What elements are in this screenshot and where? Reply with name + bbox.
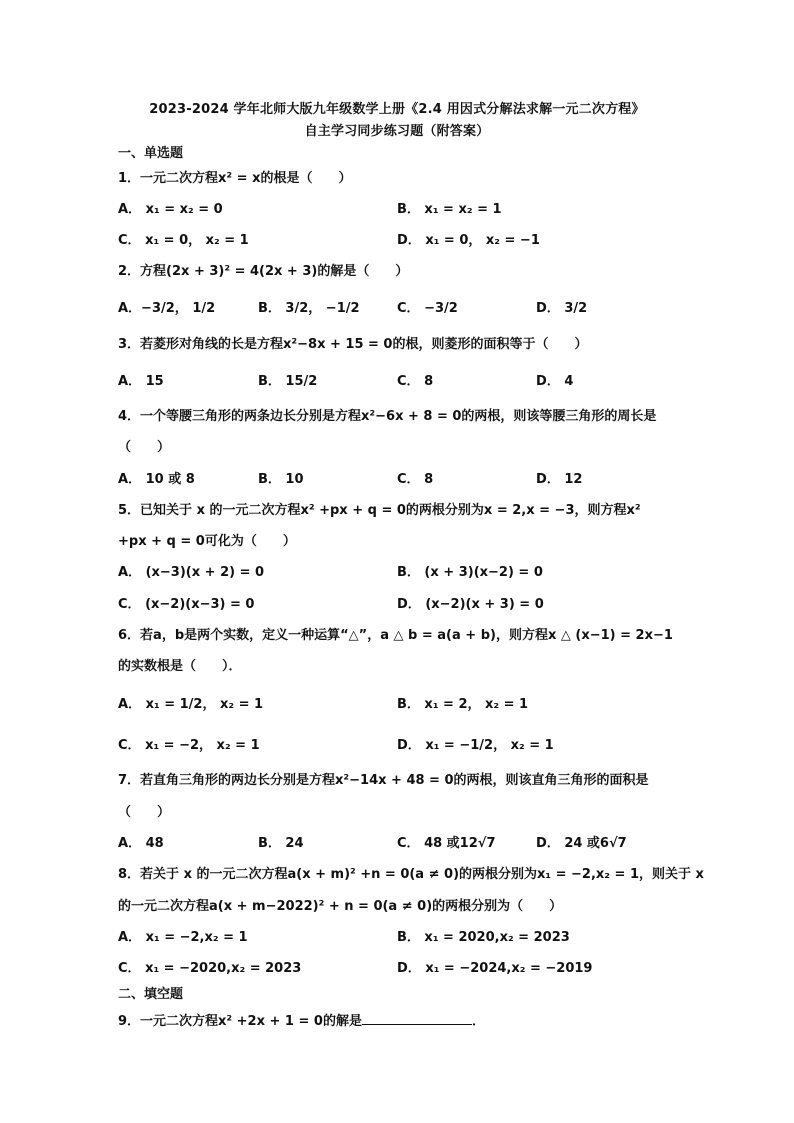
question-1-option-d: D． x₁ = 0， x₂ = −1	[397, 233, 540, 248]
question-6-option-d: D． x₁ = −1/2， x₂ = 1	[397, 738, 554, 753]
question-4-option-b: B． 10	[258, 472, 304, 487]
question-5-option-d: D． (x−2)(x + 3) = 0	[397, 597, 544, 612]
question-1-option-a: A． x₁ = x₂ = 0	[118, 202, 223, 217]
question-6-option-c: C． x₁ = −2， x₂ = 1	[118, 738, 260, 753]
question-7-option-c: C． 48 或12√7	[397, 836, 496, 851]
question-3-option-d: D． 4	[536, 374, 574, 389]
question-1-stem: 1．一元二次方程x² = x的根是（ ）	[118, 171, 352, 186]
question-8-option-d: D． x₁ = −2024,x₂ = −2019	[397, 961, 593, 976]
question-1-option-c: C． x₁ = 0， x₂ = 1	[118, 233, 249, 248]
question-3-option-a: A． 15	[118, 374, 164, 389]
question-7-option-d: D． 24 或6√7	[536, 836, 627, 851]
question-4-option-d: D． 12	[536, 472, 583, 487]
question-9-stem	[118, 1010, 485, 1029]
question-7-option-b: B． 24	[258, 836, 304, 851]
question-8-stem-cont: 的一元二次方程a(x + m−2022)² + n = 0(a ≠ 0)的两根分别为（ ）	[118, 899, 563, 914]
question-6-stem-cont: 的实数根是（ ）．	[118, 659, 242, 674]
question-6-option-a: A． x₁ = 1/2， x₂ = 1	[118, 697, 264, 712]
question-2-option-d: D． 3/2	[536, 301, 588, 316]
question-8-option-c: C． x₁ = −2020,x₂ = 2023	[118, 961, 302, 976]
question-1-option-b: B． x₁ = x₂ = 1	[397, 202, 502, 217]
question-8-option-b: B． x₁ = 2020,x₂ = 2023	[397, 930, 570, 945]
question-5-option-a: A． (x−3)(x + 2) = 0	[118, 565, 265, 580]
question-5-option-c: C． (x−2)(x−3) = 0	[118, 597, 255, 612]
section-heading-fill-blank: 二、填空题	[118, 987, 184, 1002]
answer-blank[interactable]	[362, 1012, 472, 1025]
question-4-option-c: C． 8	[397, 472, 434, 487]
question-4-option-a: A． 10 或 8	[118, 472, 195, 487]
question-3-option-c: C． 8	[397, 374, 434, 389]
question-2-option-b: B． 3/2， −1/2	[258, 301, 360, 316]
question-7-stem: 7．若直角三角形的两边长分别是方程x²−14x + 48 = 0的两根，则该直角三角形的面积是	[118, 773, 649, 788]
question-4-stem: 4．一个等腰三角形的两条边长分别是方程x²−6x + 8 = 0的两根，则该等腰三角形的周长是	[118, 409, 657, 424]
question-9-stem-text: 9．一元二次方程x² +2x + 1 = 0的解是	[118, 1014, 362, 1029]
question-8-option-a: A． x₁ = −2,x₂ = 1	[118, 930, 248, 945]
question-6-option-b: B． x₁ = 2， x₂ = 1	[397, 697, 529, 712]
question-6-stem: 6．若a，b是两个实数，定义一种运算“△”，a △ b = a(a + b)，则方程x △ (x−1) = 2x−1	[118, 628, 673, 643]
question-5-stem-cont: +px + q = 0可化为（ ）	[118, 534, 296, 549]
question-2-option-a: A．−3/2， 1/2	[118, 301, 216, 316]
question-9-stem-end: ．	[471, 1014, 485, 1029]
question-5-stem: 5．已知关于 x 的一元二次方程x² +px + q = 0的两根分别为x = 2,x = −3，则方程x²	[118, 503, 641, 518]
question-3-option-b: B． 15/2	[258, 374, 318, 389]
page-title: 2023-2024 学年北师大版九年级数学上册《2.4 用因式分解法求解一元二次方程》	[149, 102, 645, 117]
page-subtitle: 自主学习同步练习题（附答案）	[304, 124, 490, 139]
question-7-stem-cont: （ ）	[118, 805, 171, 820]
question-5-option-b: B． (x + 3)(x−2) = 0	[397, 565, 543, 580]
section-heading-single-choice: 一、单选题	[118, 146, 184, 161]
question-8-stem: 8．若关于 x 的一元二次方程a(x + m)² +n = 0(a ≠ 0)的两根分别为x₁ = −2,x₂ = 1，则关于 x	[118, 867, 704, 882]
question-2-stem: 2．方程(2x + 3)² = 4(2x + 3)的解是（ ）	[118, 264, 409, 279]
question-4-stem-cont: （ ）	[118, 440, 171, 455]
question-3-stem: 3．若菱形对角线的长是方程x²−8x + 15 = 0的根，则菱形的面积等于（ ）	[118, 337, 588, 352]
question-2-option-c: C． −3/2	[397, 301, 458, 316]
question-7-option-a: A． 48	[118, 836, 164, 851]
